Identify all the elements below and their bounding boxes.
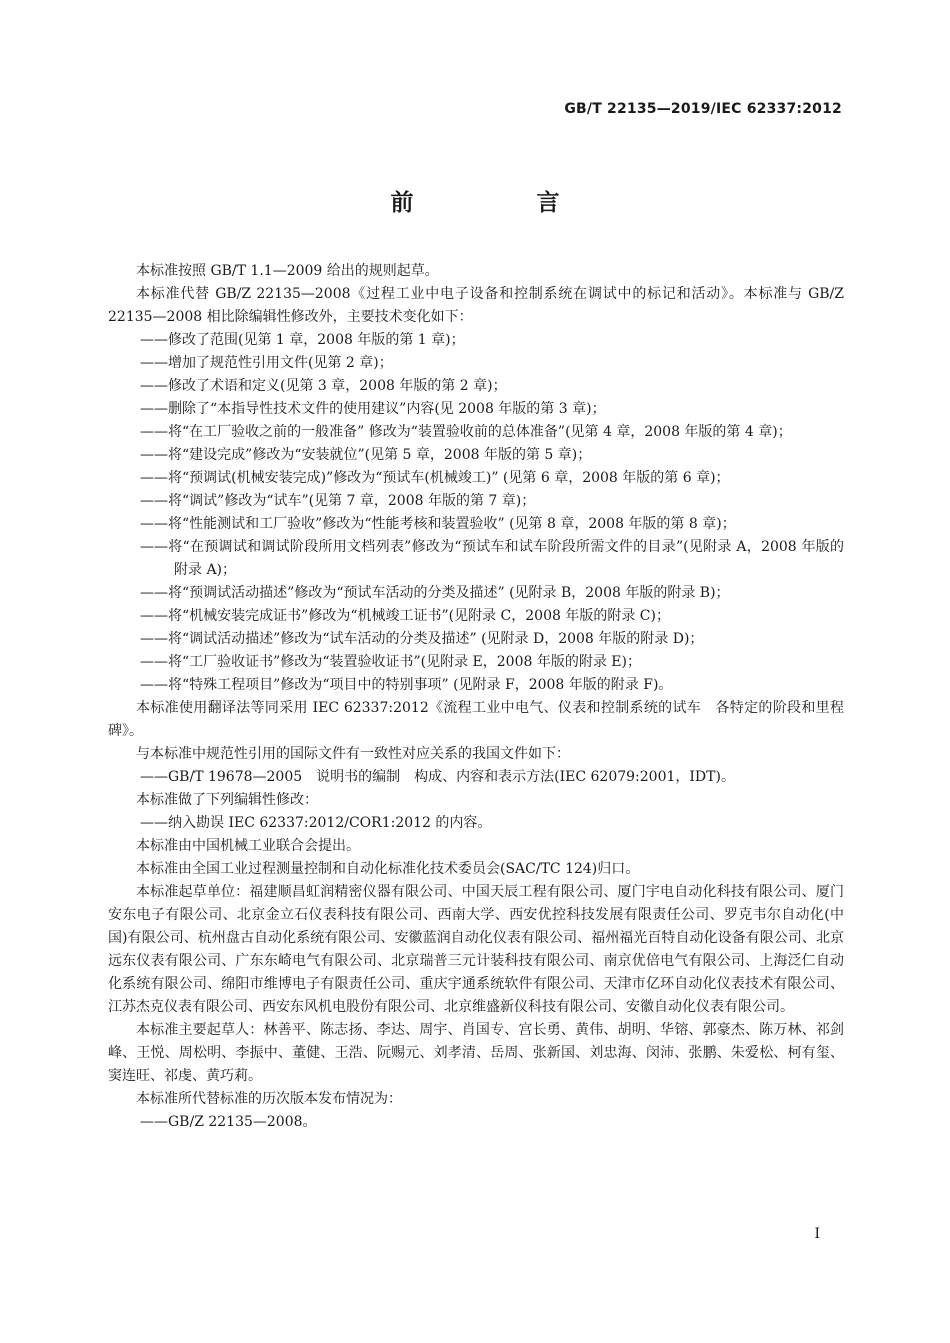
list-item: ——将“特殊工程项目”修改为“项目中的特别事项” (见附录 F，2008 年版的附录 F)。 bbox=[140, 677, 673, 693]
list-item: ——GB/T 19678—2005 说明书的编制 构成、内容和表示方法(IEC 62079:2001，IDT)。 bbox=[140, 769, 735, 785]
paragraph: 本标准做了下列编辑性修改： bbox=[136, 792, 318, 808]
list-item: ——将“工厂验收证书”修改为“装置验收证书”(见附录 E，2008 年版的附录 E)； bbox=[140, 654, 641, 670]
page-number: I bbox=[814, 1226, 820, 1242]
list-item: ——将“在预调试和调试阶段所用文档列表”修改为“预试车和试车阶段所需文件的目录”(见附录 A，2008 年版的附录 A)； bbox=[140, 539, 844, 578]
list-item: ——将“建设完成”修改为“安装就位”(见第 5 章，2008 年版的第 5 章)； bbox=[140, 447, 592, 463]
paragraph: 本标准按照 GB/T 1.1—2009 给出的规则起草。 bbox=[136, 263, 439, 279]
list-item: ——将“调试”修改为“试车”(见第 7 章，2008 年版的第 7 章)； bbox=[140, 493, 536, 509]
list-item: ——修改了术语和定义(见第 3 章，2008 年版的第 2 章)； bbox=[140, 378, 507, 394]
list-item: ——将“预调试(机械安装完成)”修改为“预试车(机械竣工)” (见第 6 章，2008 年版的第 6 章)； bbox=[140, 470, 730, 486]
paragraph: 本标准由中国机械工业联合会提出。 bbox=[136, 838, 360, 854]
paragraph: 本标准使用翻译法等同采用 IEC 62337:2012《流程工业中电气、仪表和控制系统的试车 各特定的阶段和里程碑》。 bbox=[108, 700, 844, 739]
list-item: ——GB/Z 22135—2008。 bbox=[140, 1114, 317, 1130]
paragraph: 与本标准中规范性引用的国际文件有一致性对应关系的我国文件如下： bbox=[136, 746, 570, 762]
list-item: ——将“调试活动描述”修改为“试车活动的分类及描述” (见附录 D，2008 年版的附录 D)； bbox=[140, 631, 704, 647]
list-item: ——纳入勘误 IEC 62337:2012/COR1:2012 的内容。 bbox=[140, 815, 492, 831]
paragraph: 本标准所代替标准的历次版本发布情况为： bbox=[136, 1091, 402, 1107]
paragraph: 本标准主要起草人：林善平、陈志扬、李达、周宇、肖国专、宫长勇、黄伟、胡明、华镕、郭豪杰、陈万林、祁剑峰、王悦、周松明、李振中、董健、王浩、阮赐元、刘孝清、岳周、张新国、刘忠海、闵沛、张鹏、朱爱松、柯有玺、窦连旺、祁虔、黄巧莉。 bbox=[108, 1022, 844, 1084]
document-body bbox=[108, 260, 844, 1134]
list-item: ——将“预调试活动描述”修改为“预试车活动的分类及描述” (见附录 B，2008 年版的附录 B)； bbox=[140, 585, 730, 601]
standard-number: GB/T 22135—2019/IEC 62337:2012 bbox=[564, 101, 842, 117]
list-item: ——修改了范围(见第 1 章，2008 年版的第 1 章)； bbox=[140, 332, 465, 348]
list-item: ——删除了“本指导性技术文件的使用建议”内容(见 2008 年版的第 3 章)； bbox=[140, 401, 606, 417]
list-item: ——将“性能测试和工厂验收”修改为“性能考核和装置验收” (见第 8 章，2008 年版的第 8 章)； bbox=[140, 516, 736, 532]
list-item: ——增加了规范性引用文件(见第 2 章)； bbox=[140, 355, 393, 371]
paragraph: 本标准起草单位：福建顺昌虹润精密仪器有限公司、中国天辰工程有限公司、厦门宇电自动化科技有限公司、厦门安东电子有限公司、北京金立石仪表科技有限公司、西南大学、西安优控科技发展有限责任公司、罗克韦尔自动化(中国)有限公司、杭州盘古自动化系统有限公司、安徽蓝润自动化仪表有限公司、福州福光百特自动化设备有限公司、北京远东仪表有限公司、广东东崎电气有限公司、北京瑞普三元计装科技有限公司、南京优倍电气有限公司、上海泛仁自动化系统有限公司、绵阳市维博电子有限责任公司、重庆宇通系统软件有限公司、天津市亿环自动化仪表技术有限公司、江苏杰克仪表有限公司、西安东风机电股份有限公司、北京维盛新仪科技有限公司、安徽自动化仪表有限公司。 bbox=[108, 884, 844, 1015]
page-title: 前 言 bbox=[390, 190, 610, 216]
paragraph: 本标准由全国工业过程测量控制和自动化标准化技术委员会(SAC/TC 124)归口。 bbox=[136, 861, 640, 877]
list-item: ——将“机械安装完成证书”修改为“机械竣工证书”(见附录 C，2008 年版的附录 C)； bbox=[140, 608, 670, 624]
paragraph: 本标准代替 GB/Z 22135—2008《过程工业中电子设备和控制系统在调试中的标记和活动》。本标准与 GB/Z 22135—2008 相比除编辑性修改外，主要技术变化如下： bbox=[108, 286, 844, 325]
list-item: ——将“在工厂验收之前的一般准备” 修改为“装置验收前的总体准备”(见第 4 章，2008 年版的第 4 章)； bbox=[140, 424, 792, 440]
